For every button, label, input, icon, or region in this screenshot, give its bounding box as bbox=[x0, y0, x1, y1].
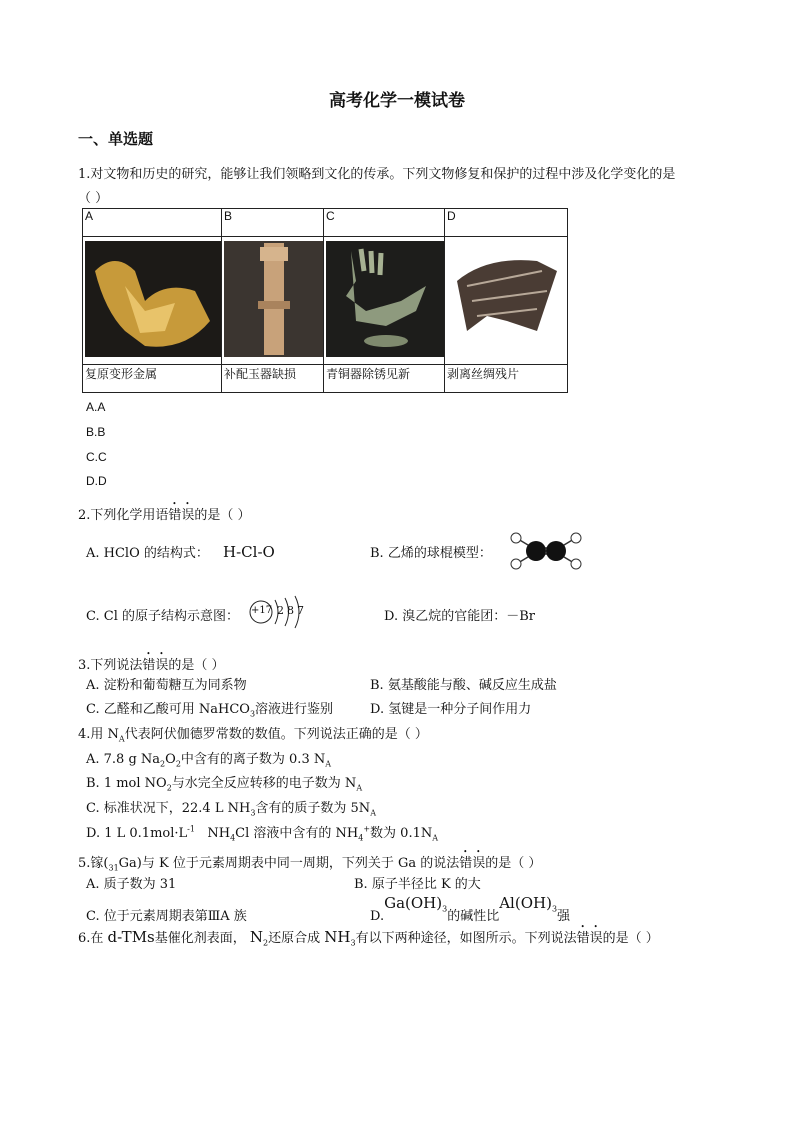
table-letter-b: B bbox=[222, 209, 324, 237]
q2-option-b: B. 乙烯的球棍模型： bbox=[370, 546, 492, 561]
q1-option-b: B.B bbox=[86, 425, 106, 439]
q3-stem: 3.下列说法错误的是（ ） bbox=[78, 658, 225, 673]
atom-nucleus-label: +17 bbox=[251, 605, 273, 616]
q3-option-b: B. 氨基酸能与酸、碱反应生成盐 bbox=[370, 678, 557, 693]
jade-artifact-image bbox=[224, 241, 323, 357]
q1-option-d: D.D bbox=[86, 474, 107, 488]
q2-option-d: D. 溴乙烷的官能团：－Br bbox=[384, 609, 535, 624]
table-caption-a: 复原变形金属 bbox=[83, 365, 222, 393]
artifact-image-gold-mask bbox=[83, 237, 222, 365]
atom-shell-1: 2 bbox=[277, 604, 284, 617]
q4-option-a: A. 7.8 g $Na_2O_2$中含有的离子数为 0.3 $N_A$ bbox=[86, 752, 332, 769]
artifact-image-bronze bbox=[324, 237, 445, 365]
page-title: 高考化学一模试卷 bbox=[329, 91, 465, 111]
table-caption-d: 剥离丝绸残片 bbox=[445, 365, 568, 393]
q4-option-c: C. 标准状况下，22.4 L $NH_3$含有的质子数为 $5N_A$ bbox=[86, 801, 376, 818]
table-caption-b: 补配玉器缺损 bbox=[222, 365, 324, 393]
q1-paren: （ ） bbox=[78, 191, 109, 206]
q4-option-d: D. 1 L $0.1mol\cdot L^{-1}$ $NH_4Cl$ 溶液中含有的 $NH_4^+$数为 $0.1N_A$ bbox=[86, 824, 439, 843]
atom-shell-3: 7 bbox=[297, 604, 304, 617]
bronze-artifact-image bbox=[326, 241, 444, 357]
q5-option-d: $D.Ga(OH)_3$的碱性比$Al(OH)_3$强 bbox=[370, 894, 571, 924]
q1-option-a: A.A bbox=[86, 400, 106, 414]
atom-shell-2: 8 bbox=[287, 604, 294, 617]
q3-option-d: D. 氢键是一种分子间作用力 bbox=[370, 702, 532, 717]
q5-stem: 5.镓$(_{31}Ga)$与 K 位于元素周期表中同一周期，下列关于 Ga 的说法错误的是（ ） bbox=[78, 856, 542, 873]
gold-artifact-image bbox=[85, 241, 221, 357]
hclo-formula: H-Cl-O bbox=[223, 543, 275, 561]
artifact-image-jade bbox=[222, 237, 324, 365]
chlorine-atom-diagram bbox=[248, 594, 312, 630]
q4-option-b: B. 1 mol $NO_2$与水完全反应转移的电子数为 $N_A$ bbox=[86, 776, 363, 793]
q5-option-b: B. 原子半径比 K 的大 bbox=[354, 877, 481, 892]
section-heading: 一、单选题 bbox=[78, 130, 154, 148]
table-letter-a: A bbox=[83, 209, 222, 237]
q5-option-a: A. 质子数为 31 bbox=[86, 877, 177, 892]
silk-artifact-image bbox=[447, 241, 567, 357]
q1-option-c: C.C bbox=[86, 450, 107, 464]
q1-artifact-table bbox=[82, 208, 568, 393]
ethylene-ball-stick-model bbox=[508, 531, 584, 571]
table-letter-d: D bbox=[445, 209, 568, 237]
q2-option-c: C. Cl 的原子结构示意图： bbox=[86, 609, 239, 624]
table-caption-c: 青铜器除锈见新 bbox=[324, 365, 445, 393]
q1-stem: 1.对文物和历史的研究，能够让我们领略到文化的传承。下列文物修复和保护的过程中涉及化学变化的是 bbox=[78, 167, 676, 182]
table-letter-c: C bbox=[324, 209, 445, 237]
q2-option-a: A. HClO 的结构式： H-Cl-O bbox=[86, 543, 275, 561]
q6-stem: 6.在 d-TMs基催化剂表面， $N_2$还原合成 $NH_3$有以下两种途径，如图所示。下列说法错误的是（ ） bbox=[78, 928, 659, 948]
artifact-image-silk bbox=[445, 237, 568, 365]
q3-option-a: A. 淀粉和葡萄糖互为同系物 bbox=[86, 678, 247, 693]
q2-stem: 2.下列化学用语错误的是（ ） bbox=[78, 508, 251, 523]
q3-option-c: C. 乙醛和乙酸可用 NaHCO$_3$溶液进行鉴别 bbox=[86, 702, 334, 719]
q5-option-c: C. 位于元素周期表第ⅢA 族 bbox=[86, 909, 247, 924]
q4-stem: 4.用 $N_A$代表阿伏伽德罗常数的数值。下列说法正确的是（ ） bbox=[78, 727, 428, 744]
